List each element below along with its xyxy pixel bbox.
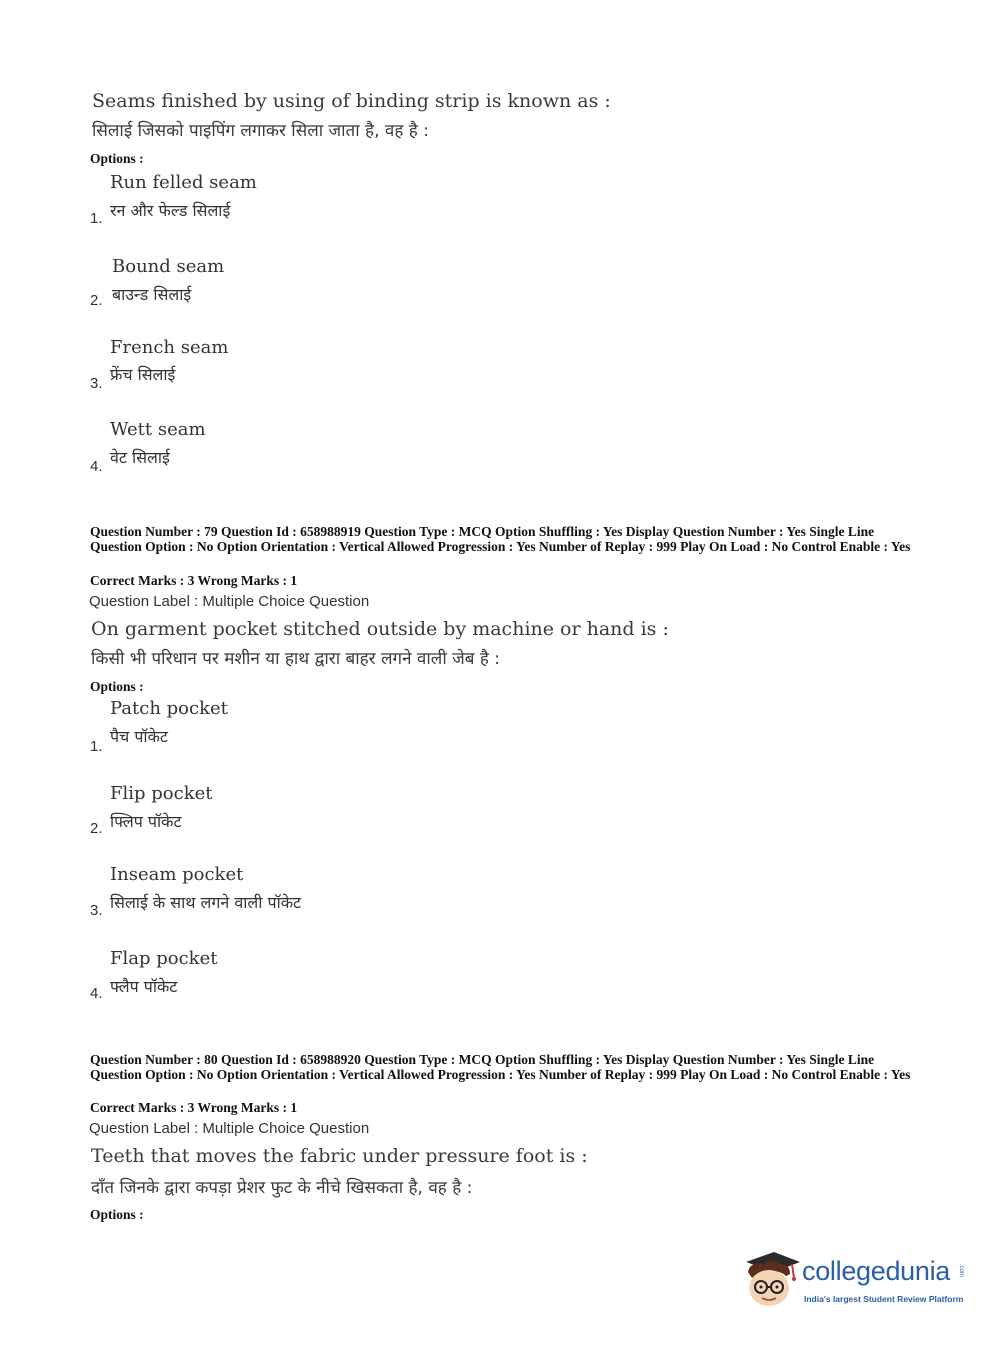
- q80-question-label: Question Label : Multiple Choice Question: [89, 1120, 370, 1137]
- option-text-en: French seam: [110, 337, 229, 358]
- option-number: 3.: [90, 902, 103, 919]
- option-text-en: Flap pocket: [110, 948, 218, 969]
- logo-tagline: India's largest Student Review Platform: [804, 1294, 964, 1304]
- option-text-hi: रन और फेल्ड सिलाई: [110, 201, 231, 220]
- option-text-en: Patch pocket: [110, 698, 228, 719]
- q80-meta: Question Number : 80 Question Id : 658988920 Question Type : MCQ Option Shuffling : Yes Display Question Number : Yes Single Line Question Option : No Option Orientation : Vertical Allowed Progression : Yes Number of Replay : 999 Play On Load : No Control Enable : Yes: [90, 1052, 911, 1082]
- logo-wordmark: collegedunia: [802, 1256, 951, 1286]
- q78-text-en: Seams finished by using of binding strip is known as :: [92, 90, 611, 112]
- q80-options-label: Options :: [90, 1207, 144, 1222]
- option-text-en: Flip pocket: [110, 783, 213, 804]
- option-number: 1.: [90, 210, 103, 227]
- q79-text-en: On garment pocket stitched outside by machine or hand is :: [91, 618, 669, 640]
- collegedunia-logo: [740, 1246, 970, 1316]
- option-text-en: Bound seam: [112, 256, 225, 277]
- q78-options-label: Options :: [90, 151, 144, 166]
- mascot-icon: [740, 1248, 802, 1310]
- logo-dotcom: .com: [958, 1264, 964, 1278]
- q79-text-hi: किसी भी परिधान पर मशीन या हाथ द्वारा बाहर लगने वाली जेब है :: [91, 649, 501, 669]
- option-text-hi: फ्रेंच सिलाई: [110, 365, 176, 384]
- option-text-en: Wett seam: [110, 419, 206, 440]
- q79-question-label: Question Label : Multiple Choice Question: [89, 593, 370, 610]
- option-text-hi: बाउन्ड सिलाई: [112, 285, 192, 304]
- q79-options-label: Options :: [90, 679, 144, 694]
- option-number: 2.: [90, 292, 103, 309]
- option-text-hi: फ्लैप पॉकेट: [110, 977, 178, 996]
- option-text-hi: वेट सिलाई: [110, 448, 170, 467]
- q78-text-hi: सिलाई जिसको पाइपिंग लगाकर सिला जाता है, वह है :: [92, 121, 429, 141]
- q80-text-en: Teeth that moves the fabric under pressure foot is :: [91, 1145, 588, 1167]
- option-text-hi: सिलाई के साथ लगने वाली पॉकेट: [110, 893, 302, 912]
- q79-meta: Question Number : 79 Question Id : 658988919 Question Type : MCQ Option Shuffling : Yes Display Question Number : Yes Single Line Question Option : No Option Orientation : Vertical Allowed Progression : Yes Number of Replay : 999 Play On Load : No Control Enable : Yes: [90, 524, 911, 554]
- option-text-en: Run felled seam: [110, 172, 257, 193]
- option-number: 4.: [90, 985, 103, 1002]
- option-text-hi: पैच पॉकेट: [110, 727, 168, 746]
- q79-marks: Correct Marks : 3 Wrong Marks : 1: [90, 573, 298, 588]
- option-text-hi: फ्लिप पॉकेट: [110, 812, 182, 831]
- option-number: 2.: [90, 820, 103, 837]
- option-text-en: Inseam pocket: [110, 864, 244, 885]
- q80-text-hi: दाँत जिनके द्वारा कपड़ा प्रेशर फुट के नीचे खिसकता है, वह है :: [91, 1178, 473, 1198]
- option-number: 1.: [90, 738, 103, 755]
- option-number: 4.: [90, 458, 103, 475]
- q80-marks: Correct Marks : 3 Wrong Marks : 1: [90, 1100, 298, 1115]
- option-number: 3.: [90, 375, 103, 392]
